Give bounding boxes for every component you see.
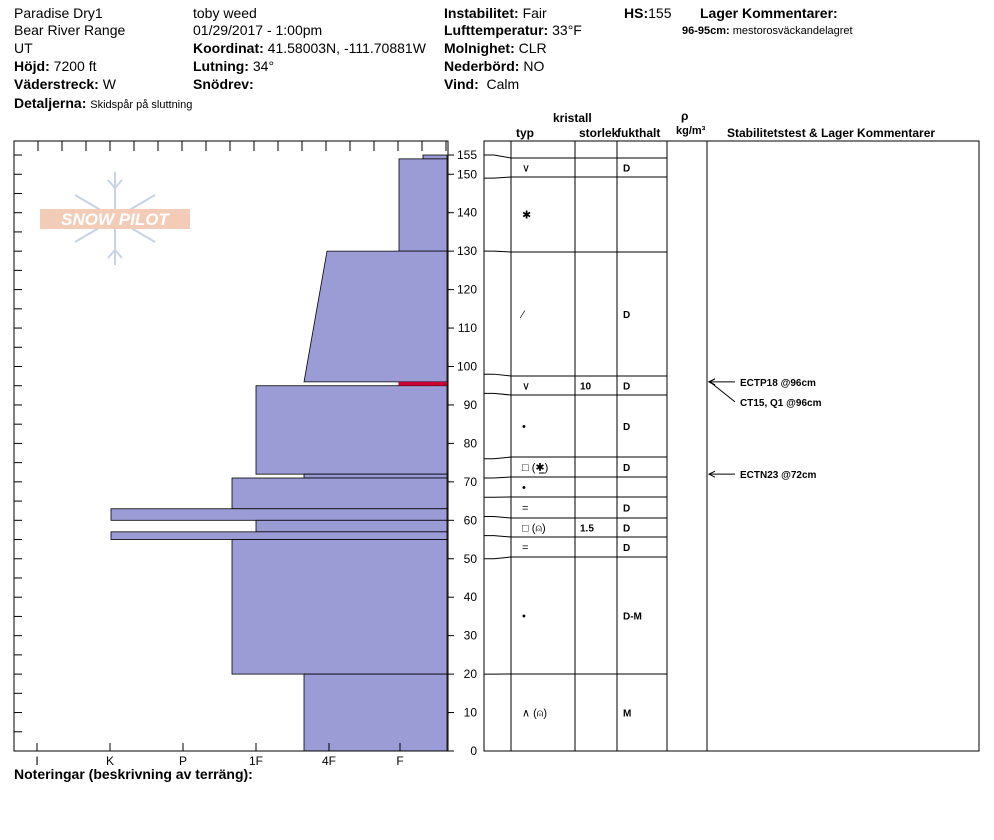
y-tick-label: 70: [463, 474, 477, 489]
layer-connector: [484, 177, 511, 178]
x-tick-label: I: [35, 754, 39, 768]
hardness-layer: [111, 509, 447, 521]
layer-connector: [484, 557, 511, 559]
logo-text: SNOW PILOT: [61, 210, 169, 229]
layer-connector: [484, 251, 511, 252]
x-tick-label: K: [105, 754, 115, 768]
moisture-value: D: [623, 422, 631, 433]
snowpilot-logo: [40, 172, 190, 265]
state-name: UT: [14, 40, 33, 56]
x-tick-label: 1F: [248, 754, 264, 768]
crystal-type: ✱: [522, 209, 532, 222]
sky-value: CLR: [518, 40, 547, 56]
crystal-type: •: [522, 610, 526, 623]
layer-table-header: [516, 109, 935, 140]
moisture-value: D: [623, 543, 631, 554]
crystal-type: ∨: [522, 162, 531, 175]
y-tick-label: 130: [456, 244, 477, 259]
layer-comment-depth: 96-95cm:: [682, 25, 730, 37]
hardness-layer: [304, 474, 447, 478]
hs-label: HS:: [624, 5, 649, 21]
hardness-layer: [111, 532, 447, 540]
weak-layer-marker: [399, 382, 447, 386]
hardness-layer: [399, 159, 447, 251]
aspect-value: W: [102, 76, 116, 92]
hardness-layer: [423, 155, 447, 159]
crystal-type: □ (⍝): [522, 522, 546, 535]
stability-label: Instabilitet:: [444, 5, 519, 21]
moisture-value: D: [623, 503, 631, 515]
hardness-layer: [256, 386, 447, 474]
y-tick-label: 30: [463, 628, 477, 643]
layer-table-frame: [484, 141, 979, 751]
y-tick-label: 50: [463, 551, 477, 566]
coordinate-label: Koordinat:: [193, 40, 264, 56]
moisture-value: D: [623, 523, 631, 535]
location-name: Paradise Dry1: [14, 5, 103, 21]
test-label: CT15, Q1 @96cm: [740, 397, 822, 409]
crystal-type: ⁄: [522, 309, 524, 321]
layer-connector: [484, 516, 511, 518]
test-label: ECTP18 @96cm: [740, 377, 816, 389]
slope-label: Lutning:: [193, 58, 249, 74]
layer-connector: [484, 374, 511, 376]
air-temp-label: Lufttemperatur:: [444, 22, 549, 38]
moisture-value: D: [623, 463, 631, 474]
hardness-profile: [111, 155, 447, 751]
crystal-type: ∧ (⍝): [522, 707, 548, 720]
y-tick-label: 60: [463, 513, 477, 528]
observer-name: toby weed: [193, 5, 257, 21]
crystal-type: =: [522, 502, 529, 515]
y-tick-label: 80: [463, 436, 477, 451]
terrain-notes-label: Noteringar (beskrivning av terräng):: [14, 766, 253, 782]
elevation-value: 7200 ft: [53, 58, 97, 74]
hardness-layer: [232, 478, 447, 509]
crystal-size: 1.5: [580, 523, 594, 535]
aspect-label: Väderstreck:: [14, 76, 99, 92]
y-tick-label: 100: [456, 359, 477, 374]
layer-connector: [484, 536, 511, 537]
col-size-header: storlek: [579, 126, 619, 140]
wind-value: Calm: [486, 76, 520, 92]
y-tick-label: 155: [456, 148, 477, 163]
layer-connector: [484, 155, 511, 158]
air-temp-value: 33°F: [552, 22, 582, 38]
crystal-size: 10: [580, 381, 592, 393]
col-density-unit: kg/m³: [676, 125, 706, 137]
wind-label: Vind:: [444, 76, 479, 92]
stability-value: Fair: [522, 5, 547, 21]
precip-label: Nederbörd:: [444, 58, 520, 74]
col-type-header: typ: [516, 126, 534, 140]
y-tick-label: 10: [463, 705, 477, 720]
layer-comment-text: mestorosväckandelagret: [732, 25, 853, 37]
crystal-type: □ (✱̲): [522, 462, 549, 474]
col-crystal-header: kristall: [553, 111, 592, 125]
moisture-value: D: [623, 163, 631, 175]
layer-table-columns: [511, 141, 707, 751]
details-value: Skidspår på sluttning: [90, 99, 193, 111]
y-tick-label: 0: [470, 744, 477, 758]
x-tick-label: P: [178, 754, 188, 768]
coordinate-value: 41.58003N, -111.70881W: [267, 40, 426, 56]
precip-value: NO: [523, 58, 545, 74]
details-label: Detaljerna:: [14, 95, 87, 111]
y-tick-label: 140: [456, 205, 477, 220]
y-tick-label: 40: [463, 590, 477, 605]
moisture-value: D: [623, 310, 631, 321]
y-tick-label: 90: [463, 397, 477, 412]
observation-datetime: 01/29/2017 - 1:00pm: [193, 22, 323, 38]
layer-connector: [484, 457, 511, 459]
crystal-type: •: [522, 421, 526, 433]
y-tick-label: 120: [456, 282, 477, 297]
test-leader: [710, 382, 735, 402]
moisture-value: M: [623, 708, 632, 720]
crystal-type: =: [522, 542, 529, 554]
x-tick-label: 4F: [321, 754, 337, 768]
col-stability-header: Stabilitetstest & Lager Kommentarer: [727, 126, 936, 140]
hs-value: 155: [648, 5, 672, 21]
crystal-type: ∨: [522, 380, 531, 393]
hardness-layer: [304, 251, 447, 382]
depth-axis: [448, 148, 477, 758]
moisture-value: D: [623, 381, 631, 393]
wind-loading-label: Snödrev:: [193, 76, 254, 92]
test-label: ECTN23 @72cm: [740, 470, 817, 482]
stability-tests: [709, 378, 822, 481]
col-moisture-header: fukthalt: [617, 126, 661, 140]
layer-connector: [484, 477, 511, 478]
hardness-layer: [256, 520, 447, 532]
sky-label: Molnighet:: [444, 40, 515, 56]
layer-connector: [484, 393, 511, 395]
y-tick-label: 150: [456, 167, 477, 182]
elevation-label: Höjd:: [14, 58, 50, 74]
hardness-layer: [304, 674, 447, 751]
range-name: Bear River Range: [14, 22, 126, 38]
slope-value: 34°: [252, 58, 275, 74]
y-tick-label: 110: [457, 321, 477, 336]
x-tick-label: F: [396, 754, 404, 768]
hardness-layer: [232, 540, 447, 675]
col-rho-header: ρ: [681, 109, 689, 123]
crystal-type: •: [522, 482, 526, 494]
layer-comments-heading: Lager Kommentarer:: [700, 5, 838, 21]
y-tick-label: 20: [463, 667, 477, 682]
moisture-value: D-M: [623, 611, 642, 623]
